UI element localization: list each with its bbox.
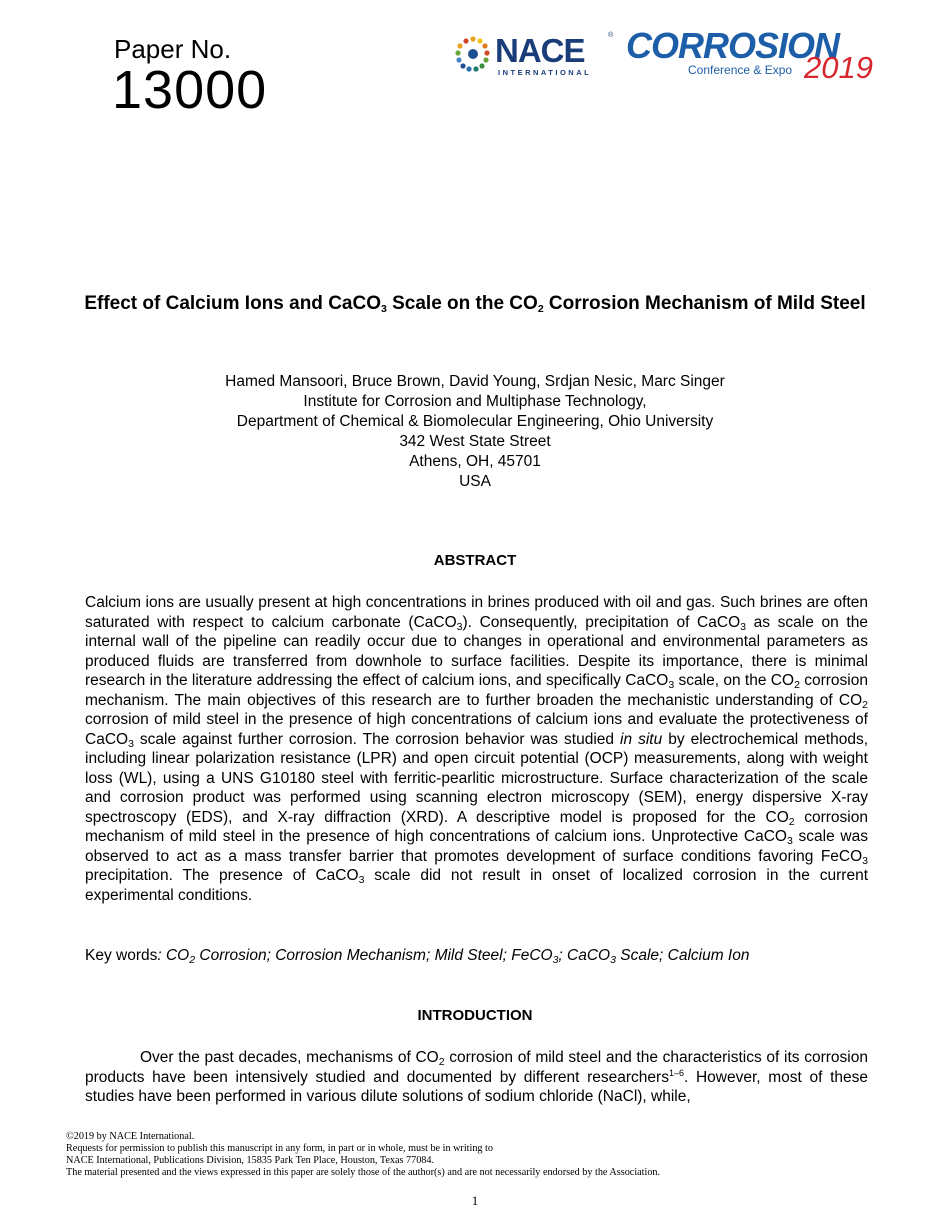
citation-ref[interactable]: 1–6 [668, 1067, 684, 1078]
introduction-heading: INTRODUCTION [417, 1007, 533, 1024]
registered-mark: ® [608, 32, 614, 39]
footer-permission: Requests for permission to publish this manuscript in any form, in part or in whole, must be in writing to [66, 1143, 493, 1154]
abstract-heading: ABSTRACT [433, 552, 517, 569]
footer-copyright: ©2019 by NACE International. [66, 1131, 195, 1142]
author-country: USA [459, 473, 491, 490]
author-street: 342 West State Street [399, 433, 551, 450]
author-department: Department of Chemical & Biomolecular Engineering, Ohio University [236, 413, 714, 430]
author-institute: Institute for Corrosion and Multiphase Technology, [303, 393, 647, 410]
footer-disclaimer: The material presented and the views expressed in this paper are solely those of the author(s) and are not necessarily endorsed by the Association. [66, 1167, 661, 1178]
abstract-paragraph: Calcium ions are usually present at high concentrations in brines produced with oil and gas. Such brines are often saturated with respect to calcium carbonate (CaCO$_3$). Consequently, precipitation of CaCO$_3$ as scale on the internal wall of the pipeline can readily occur due to changes in operational and environmental parameters as produced fluids are transferred from downhole to surface facilities. Despite its importance, there is minimal research in the literature addressing the effect of calcium ions, and specifically CaCO$_3$ scale, on the $CO_2$ corrosion mechanism. The main objectives of this research are to further broaden the mechanistic understanding of $CO_2$ corrosion of mild steel in the presence of high concentrations of calcium ions and evaluate the protectiveness of CaCO$_3$ scale against further corrosion. The corrosion behavior was studied in situ by electrochemical methods, including linear polarization resistance (LPR) and open circuit potential (OCP) measurements, along with weight loss (WL), using a UNS G10180 steel with ferritic-pearlitic microstructure. Surface characterization of the scale and corrosion product was performed using scanning electron microscopy (SEM), energy dispersive X-ray spectroscopy (EDS), and X-ray diffraction (XRD). A descriptive model is proposed for the $CO_2$ corrosion mechanism of mild steel in the presence of high concentrations of calcium ions. Unprotective CaCO$_3$ scale was observed to act as a mass transfer barrier that promotes development of surface conditions favoring FeCO$_3$ precipitation. The presence of CaCO$_3$ scale did not result in onset of localized corrosion in the current experimental conditions. [85, 594, 868, 904]
corrosion-logo-subtitle: Conference & Expo [688, 63, 793, 77]
nace-logo [455, 33, 615, 79]
corrosion-logo-text: CORROSION [626, 25, 840, 66]
paper-number: 13000 [112, 60, 268, 120]
paper-title: Effect of Calcium Ions and CaCO$_3$ Scale on the $CO_2$ Corrosion Mechanism of Mild Steel [84, 293, 866, 315]
author-city: Athens, OH, 45701 [409, 453, 541, 470]
page-number: 1 [471, 1193, 479, 1208]
author-block [80, 372, 870, 492]
nace-globe-icon [455, 35, 491, 79]
footer-address: NACE International, Publications Division, 15835 Park Ten Place, Houston, Texas 77084. [66, 1155, 435, 1166]
copyright-footer [66, 1131, 660, 1179]
keywords: Key words: $CO_2$ Corrosion; Corrosion Mechanism; Mild Steel; FeCO$_3$; CaCO$_3$ Scale; Calcium Ion [85, 947, 750, 966]
corrosion-logo-year: 2019 [804, 50, 873, 85]
paper-label: Paper No. [114, 34, 232, 64]
nace-logo-subtitle: INTERNATIONAL [498, 68, 592, 77]
author-names: Hamed Mansoori, Bruce Brown, David Young, Srdjan Nesic, Marc Singer [225, 373, 725, 390]
introduction-paragraph: Over the past decades, mechanisms of $CO_2$ corrosion of mild steel and the characteristics of its corrosion products have been intensively studied and documented by different researchers$^{1-6}$. However, most of these studies have been performed in various dilute solutions of sodium chloride (NaCl), while, [85, 1049, 868, 1105]
corrosion-conference-logo [626, 25, 886, 86]
nace-logo-text: NACE [495, 32, 585, 69]
